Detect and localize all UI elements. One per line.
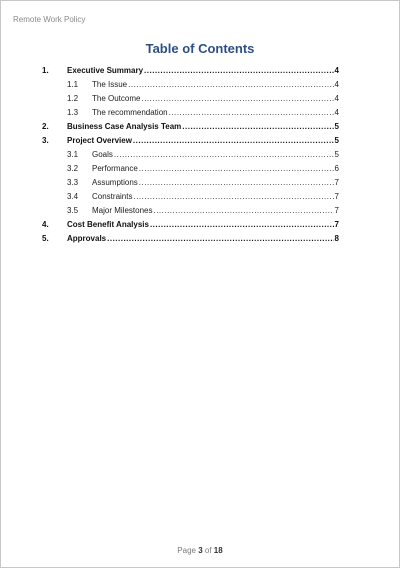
toc-entry-1-3[interactable] [42, 106, 339, 120]
toc-page-number: 4 [334, 108, 339, 117]
dot-leader [114, 148, 334, 162]
toc-number: 1.2 [67, 94, 79, 103]
dot-leader [153, 204, 333, 218]
toc-number: 3.1 [67, 150, 79, 159]
toc-number: 3. [42, 136, 49, 145]
toc-entry-3-2[interactable] [42, 162, 339, 176]
toc-label: The recommendation [92, 108, 168, 117]
dot-leader [150, 218, 334, 232]
toc-label: Performance [92, 164, 138, 173]
toc-number: 3.2 [67, 164, 79, 173]
toc-entry-1[interactable] [42, 64, 339, 78]
dot-leader [182, 120, 333, 134]
dot-leader [133, 134, 334, 148]
toc-page-number: 7 [334, 206, 339, 215]
toc-page-number: 4 [334, 94, 339, 103]
toc-number: 1. [42, 66, 49, 75]
toc-page-number: 4 [334, 80, 339, 89]
toc-entry-3-1[interactable] [42, 148, 339, 162]
dot-leader [141, 92, 333, 106]
toc-label: Assumptions [92, 178, 138, 187]
footer-total-pages: 18 [213, 546, 223, 555]
table-of-contents [42, 64, 339, 246]
toc-entry-1-1[interactable] [42, 78, 339, 92]
toc-number: 4. [42, 220, 49, 229]
toc-page-number: 5 [334, 136, 339, 145]
toc-entry-3-5[interactable] [42, 204, 339, 218]
toc-number: 1.1 [67, 80, 79, 89]
dot-leader [139, 176, 334, 190]
dot-leader [169, 106, 334, 120]
toc-page-number: 7 [334, 178, 339, 187]
toc-label: Executive Summary [67, 66, 144, 75]
page-footer [1, 546, 399, 555]
toc-label: Goals [92, 150, 113, 159]
dot-leader [139, 162, 334, 176]
toc-title: Table of Contents [145, 41, 255, 56]
toc-label: Major Milestones [92, 206, 153, 215]
toc-number: 1.3 [67, 108, 79, 117]
toc-label: Constraints [92, 192, 133, 201]
toc-entry-3-4[interactable] [42, 190, 339, 204]
toc-label: Project Overview [67, 136, 132, 145]
toc-label: The Issue [92, 80, 128, 89]
toc-page-number: 4 [334, 66, 339, 75]
toc-page-number: 5 [334, 122, 339, 131]
toc-number: 2. [42, 122, 49, 131]
toc-number: 3.3 [67, 178, 79, 187]
dot-leader [107, 232, 333, 246]
toc-entry-3-3[interactable] [42, 176, 339, 190]
toc-entry-1-2[interactable] [42, 92, 339, 106]
toc-page-number: 7 [334, 192, 339, 201]
footer-current-page: 3 [198, 546, 203, 555]
footer-of-label: of [204, 546, 212, 555]
toc-label: Cost Benefit Analysis [67, 220, 149, 229]
dot-leader [144, 64, 334, 78]
toc-entry-2[interactable] [42, 120, 339, 134]
footer-page-label: Page [177, 546, 196, 555]
toc-page-number: 7 [334, 220, 339, 229]
toc-entry-5[interactable] [42, 232, 339, 246]
toc-label: The Outcome [92, 94, 141, 103]
toc-label: Business Case Analysis Team [67, 122, 182, 131]
toc-label: Approvals [67, 234, 107, 243]
toc-page-number: 8 [334, 234, 339, 243]
toc-page-number: 6 [334, 164, 339, 173]
toc-number: 3.5 [67, 206, 79, 215]
toc-entry-4[interactable] [42, 218, 339, 232]
page-header: Remote Work Policy [13, 15, 86, 24]
toc-page-number: 5 [334, 150, 339, 159]
toc-entry-3[interactable] [42, 134, 339, 148]
toc-number: 3.4 [67, 192, 79, 201]
toc-number: 5. [42, 234, 49, 243]
dot-leader [128, 78, 333, 92]
dot-leader [133, 190, 333, 204]
